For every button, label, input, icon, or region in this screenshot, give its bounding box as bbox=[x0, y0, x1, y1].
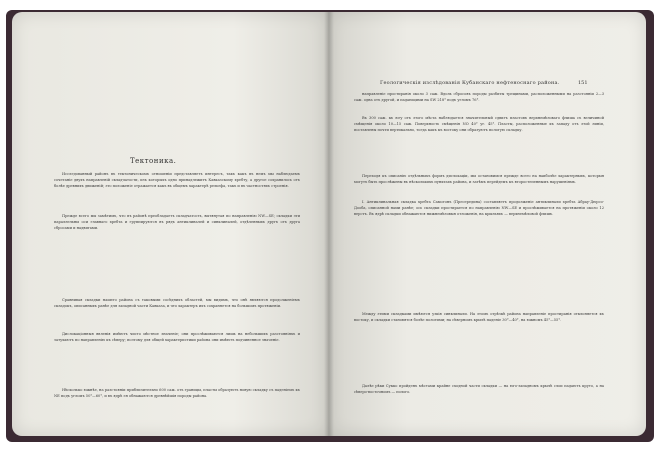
right-paragraph-1 bbox=[354, 92, 604, 114]
paragraph-text: Между этими складками имѣются узкiя синклинали. На этомъ отрѣзкѣ района направленiе простиранiя отклоняется къ востоку, и складки становятся болѣе пологими; на сѣверномъ крылѣ паденiе 30°—40°, на южномъ 45°—55°. bbox=[354, 312, 604, 322]
book-spread bbox=[12, 12, 646, 436]
right-paragraph-3 bbox=[354, 174, 604, 196]
left-paragraph-5 bbox=[54, 388, 300, 424]
paragraph-text: I. Антиклинальная складка хребта Самогонъ (Пресередина) составляетъ продолженiе антиклинали хребта Абрау-Дюрсо-Дооба, описанной нами ранѣе; ось складки простирается по направленiю NW—SE и прослѣживается на протяженiи около 12 верстъ. Въ ядрѣ складки обнажаются нижнемѣловыя отложенiя, на крыльяхъ — верхнемѣловой флишъ. bbox=[354, 200, 604, 216]
paragraph-text: Прежде всего мы замѣтимъ, что въ районѣ преобладаетъ складчатость, вытянутая по направленiю NW—SE; складки эти параллельны оси главнаго хребта и группируются въ рядъ антиклиналей и синклиналей, отдѣленныхъ другъ отъ друга сбросами и надвигами. bbox=[54, 214, 300, 230]
right-paragraph-4 bbox=[354, 200, 604, 310]
right-paragraph-6 bbox=[354, 384, 604, 424]
paragraph-text: Нѣсколько южнѣе, на разстоянiи приблизительно 600 саж. отъ границы, пласты образуютъ новую складку съ паденiемъ къ NE подъ угломъ 50°—60°, и въ ядрѣ ея обнажаются древнѣйшiя породы района. bbox=[54, 388, 300, 398]
left-paragraph-2 bbox=[54, 214, 300, 296]
book-gutter bbox=[324, 12, 334, 436]
left-paragraph-1 bbox=[54, 172, 300, 212]
running-head: Геологическiя изслѣдованiя Кубанскаго нефтеноснаго района. bbox=[380, 80, 560, 86]
left-page bbox=[12, 12, 328, 436]
paragraph-text: Дислокацiонныя явленiя имѣютъ чисто мѣстное значенiе; они прослѣживаются лишь на небольшихъ разстоянiяхъ и затухаютъ по направленiю къ сѣверу; поэтому для общей характеристики района они имѣютъ подчиненное значенiе. bbox=[54, 332, 300, 342]
paragraph-text: Исследованный районъ въ тектоническомъ отношенiи представляетъ интересъ, такъ какъ въ немъ мы наблюдаемъ сочетанiе двухъ направленiй складчатости, изъ которыхъ одно принадлежитъ Кавказскому хребту, а другое сохранилось отъ болѣе древнихъ движенiй; это положенiе отражается какъ въ общемъ характерѣ рельефа, такъ и въ частностяхъ строенiя. bbox=[54, 172, 300, 188]
right-paragraph-2 bbox=[354, 116, 604, 172]
left-paragraph-4 bbox=[54, 332, 300, 384]
paragraph-text: направленiе простиранiя около 3 саж. Вдоль сбросовъ породы разбиты трещинами, расположенными на разстоянiи 2—3 саж. одна отъ другой, и падающими на SW 218° подъ угломъ 76°. bbox=[354, 92, 604, 102]
right-paragraph-5 bbox=[354, 312, 604, 382]
paragraph-text: Въ 300 саж. къ югу отъ этого мѣста наблюдается значительный сдвигъ пластовъ верхнемѣловаго флиша съ величиной смѣщенiя около 10—15 саж. Поверхность смѣщенiя NO 40° уг. 45°. Пласты, расположенные къ западу отъ этой линiи, поставлены почти вертикально, тогда какъ къ востоку они образуютъ пологую складку. bbox=[354, 116, 604, 132]
left-paragraph-3 bbox=[54, 298, 300, 328]
page-number: 151 bbox=[578, 80, 588, 86]
right-page bbox=[328, 12, 646, 436]
paragraph-text: Далѣе рѣки Сукко пройденъ мѣстами крайне сходной части складки — на юго-западномъ крылѣ слои падаютъ круто, а на сѣверо-восточномъ — полого. bbox=[354, 384, 604, 394]
section-title: Тектоника. bbox=[130, 157, 177, 165]
paragraph-text: Сравнивая складки нашего района съ таковыми сосѣднихъ областей, мы видимъ, что онѣ являются продолженiемъ складокъ, описанныхъ ранѣе для западной части Кавказа, и что характеръ ихъ сохраняется на большомъ протяженiи. bbox=[54, 298, 300, 308]
paragraph-text: Переходя къ описанiю отдѣльныхъ формъ дислокацiи, мы остановимся прежде всего на наиболѣе характерныхъ, которыя могутъ быть прослѣжены въ нѣсколькихъ пунктахъ района, и затѣмъ перейдемъ къ второстепеннымъ нарушенiямъ. bbox=[354, 174, 604, 184]
